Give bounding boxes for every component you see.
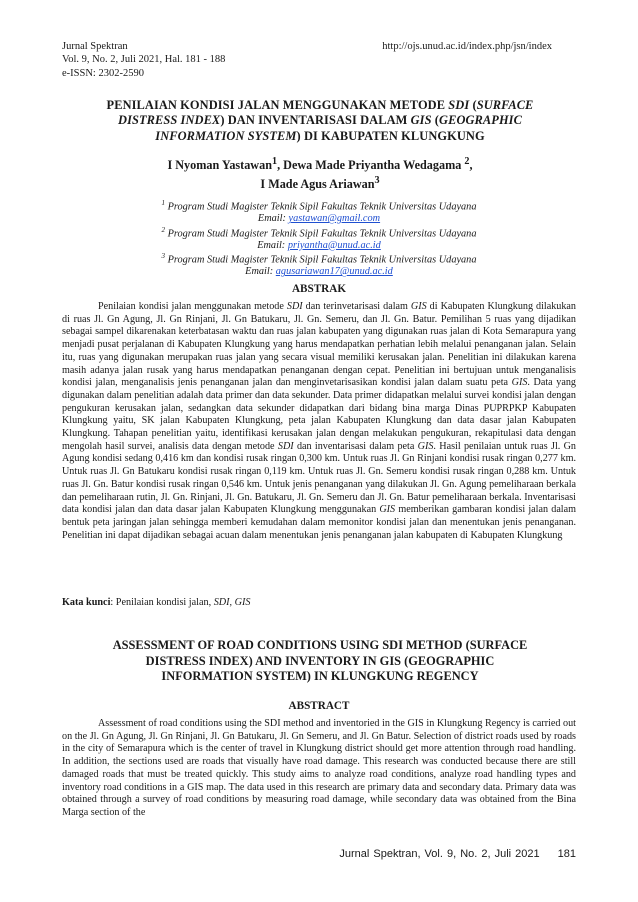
email-link-3[interactable]: agusariawan17@unud.ac.id [275, 266, 393, 278]
keywords: Kata kunci: Penilaian kondisi jalan, SDI, GIS [62, 597, 251, 608]
volume-info: Vol. 9, No. 2, Juli 2021, Hal. 181 - 188 [62, 54, 226, 66]
author-line-2: I Made Agus Ariawan$^3$ [260, 175, 380, 192]
abstrak-heading: ABSTRAK [291, 283, 347, 295]
affiliation-3-email: Email: agusariawan17@unud.ac.id [245, 266, 393, 278]
paper-title-en [72, 638, 568, 685]
en-title-line-1: ASSESSMENT OF ROAD CONDITIONS USING SDI METHOD (SURFACE [112, 638, 528, 652]
en-title-line-2: DISTRESS INDEX) AND INVENTORY IN GIS (GEOGRAPHIC [145, 653, 495, 668]
affiliation-2-email: Email: priyantha@unud.ac.id [257, 239, 381, 251]
issn: e-ISSN: 2302-2590 [62, 67, 144, 79]
title-line-3: INFORMATION SYSTEM) DI KABUPATEN KLUNGKUNG [155, 128, 485, 143]
journal-url[interactable]: http://ojs.unud.ac.id/index.php/jsn/index [382, 41, 552, 52]
abstract-heading: ABSTRACT [288, 700, 350, 712]
abstrak-body: Penilaian kondisi jalan menggunakan metode SDI dan terinvetarisasi dalam GIS di Kabupaten Klungkung dilakukan di ruas Jl. Gn Agung, Jl. Gn Rinjani, Jl. Gn Batukaru, Jl. Gn. Semeru, dan Jl. Gn. Batur. Pemilihan 5 ruas yang dijadikan sebagai sampel dikarenakan keterbatasan waktu dan ruas jalan kabupaten yang digunakan ruas jalan di Kota Semarapura yang menjadi pusat perjalanan di Kabupaten Klungkung yang harus mendapatkan perhatian lebih melalui penanganan jalan. Selain itu, ruas yang digunakan merupakan ruas jalan yang secara visual memiliki kerusakan jalan. Penelitian ini dilakukan karena masih adanya jalan rusak yang harus mendapatkan penanganan dengan cepat. Penelitian ini bertujuan untuk menganalisis kondisi jalan, menganalisis jenis penanganan jalan dan menginvetarisasikan kondisi jalan dalam suatu peta GIS. Data yang digunakan dalam penelitian adalah data primer dan data sekunder. Data primer didapatkan melalui survei kondisi jalan dengan pengukuran kerusakan jalan, sedangkan data sekunder didapatkan dari bidang bina marga Dinas PUPRPKP Kabupaten Klungkung yaitu, SK jalan Kabupaten Klungkung, peta jalan Kabupaten Klungkung dan data dasar jalan Kabupaten Klungkung. Tahapan penelitian yaitu, identifikasi kerusakan jalan dengan melakukan pengukuran, rekapitulasi data dengan mengolah hasil survei, analisis data dengan metode SDI dan inventarisasi dalam peta GIS. Hasil penilaian untuk ruas Jl. Gn Agung kondisi sedang 0,416 km dan kondisi rusak ringan 0,300 km. Untuk ruas Jl. Gn Rinjani kondisi rusak ringan 0,277 km. Untuk ruas Jl. Gn Batukaru kondisi rusak ringan 0,119 km. Untuk ruas Jl. Gn. Semeru kondisi rusak ringan 0,288 km. Untuk ruas Jl. Gn. Batur kondisi rusak ringan 0,546 km. Untuk jenis penanganan yang dilakukan Jl. Gn. Agung pemeliharaan berkala dan pemeliharaan rutin, Jl. Gn. Rinjani, Jl. Gn. Batukaru, Jl. Gn. Semeru dan Jl. Gn. Batur pemeliharaan berkala. Inventarisasi data kondisi jalan dan data dasar jalan Kabupaten Klungkung menggunakan GIS memberikan gambaran kondisi jalan dalam bentuk peta jaringan jalan sehingga memberi kemudahan dalam memonitor kondisi jalan dan menentukan jenis penanganan. Penelitian ini dapat dijadikan sebagai acuan dalam menentukan jenis penanganan jalan kabupaten di Kabupaten Klungkung [62, 301, 576, 541]
title-line-2: DISTRESS INDEX) DAN INVENTARISASI DALAM GIS (GEOGRAPHIC [118, 113, 522, 128]
email-link-2[interactable]: priyantha@unud.ac.id [287, 239, 381, 251]
email-link-1[interactable]: yastawan@gmail.com [288, 213, 381, 225]
title-line-1: PENILAIAN KONDISI JALAN MENGGUNAKAN METODE SDI (SURFACE [106, 98, 534, 112]
affiliation-1-email: Email: yastawan@gmail.com [257, 213, 381, 225]
author-list [72, 154, 568, 192]
en-title-line-3: INFORMATION SYSTEM) IN KLUNGKUNG REGENCY [161, 669, 479, 684]
author-line-1: I Nyoman Yastawan$^1$, Dewa Made Priyantha Wedagama $^2$, [167, 156, 473, 173]
journal-header [62, 40, 225, 80]
keywords-label: Kata kunci [62, 597, 111, 608]
affiliation-3: $^3$ Program Studi Magister Teknik Sipil Fakultas Teknik Universitas Udayana [161, 252, 477, 266]
affiliation-2: $^2$ Program Studi Magister Teknik Sipil Fakultas Teknik Universitas Udayana [161, 225, 477, 240]
abstract-body: Assessment of road conditions using the SDI method and inventoried in the GIS in Klungkung Regency is carried out on the Jl. Gn Agung, Jl. Gn Rinjani, Jl. Gn Batukaru, Jl. Gn Semeru, and Jl. Gn Batur. Selection of district roads used by roads in the city of Semarapura which is the center of travel in Klungkung district should get more attention through road handling. In addition, the sections used are roads that visually have road damage. This research was conducted because there are still damaged roads that must be treated quickly. This study aims to analyze road conditions, analyze road handling types and inventory road conditions in a GIS map. The data used in this research are primary data and secondary data. Primary data was obtained through a survey of road conditions by measuring road damage, while secondary data was obtained from the Bina Marga section of the [62, 718, 576, 818]
page-number: 181 [557, 848, 576, 860]
paper-title-id [72, 98, 568, 144]
footer-journal: Jurnal Spektran, Vol. 9, No. 2, Juli 2021 [339, 848, 540, 860]
affiliation-1: $^1$ Program Studi Magister Teknik Sipil Fakultas Teknik Universitas Udayana [161, 199, 477, 213]
journal-name: Jurnal Spektran [62, 41, 128, 52]
page-footer [339, 848, 576, 860]
affiliations [120, 198, 518, 278]
